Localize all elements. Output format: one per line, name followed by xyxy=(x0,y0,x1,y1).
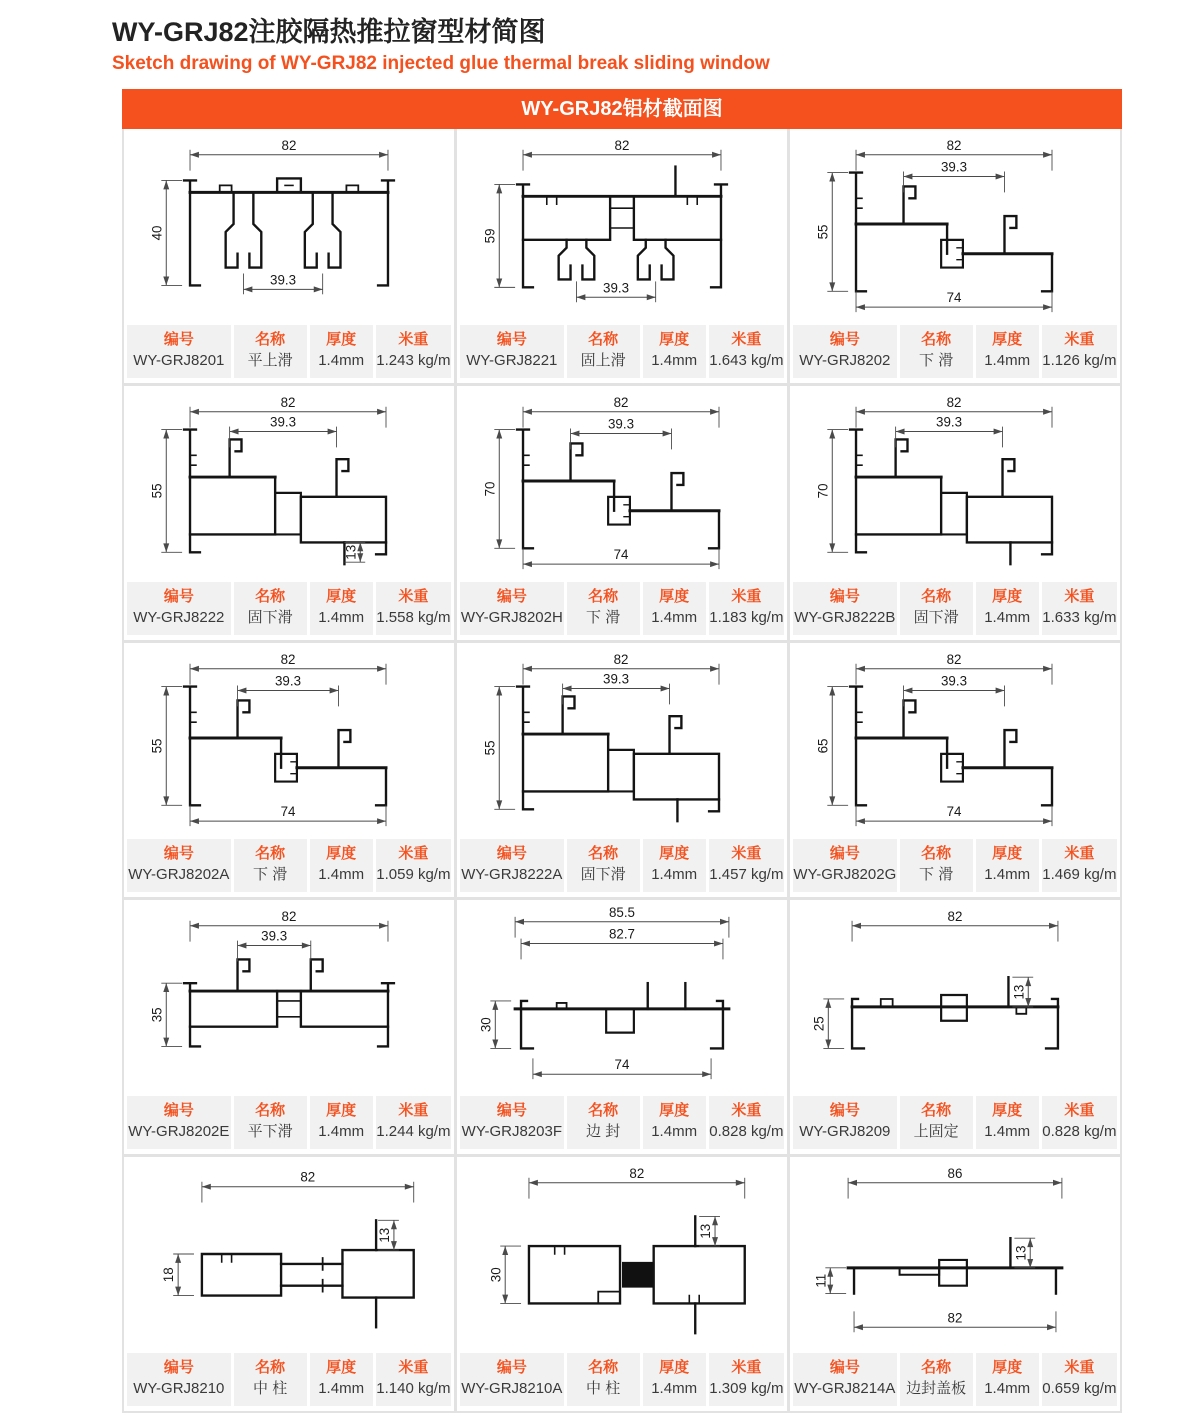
spec-value-weight: 1.183 kg/m xyxy=(709,609,784,627)
page-header xyxy=(0,0,1198,75)
spec-value-code: WY-GRJ8202A xyxy=(128,866,230,884)
spec-table xyxy=(124,1094,454,1154)
svg-text:39.3: 39.3 xyxy=(270,414,297,430)
svg-text:39.3: 39.3 xyxy=(603,671,630,687)
spec-table xyxy=(124,1351,454,1411)
svg-text:39.3: 39.3 xyxy=(941,159,968,175)
svg-text:82: 82 xyxy=(614,137,630,153)
spec-value-thickness: 1.4mm xyxy=(318,609,365,627)
spec-header-name: 名称 xyxy=(921,330,952,348)
spec-value-code: WY-GRJ8222A xyxy=(461,866,563,884)
spec-header-thickness: 厚度 xyxy=(992,330,1023,348)
spec-table xyxy=(124,580,454,640)
spec-value-code: WY-GRJ8202H xyxy=(460,609,563,627)
svg-text:13: 13 xyxy=(698,1223,714,1239)
spec-header-thickness: 厚度 xyxy=(659,330,690,348)
profile-drawing xyxy=(790,643,1120,837)
spec-value-name: 边 封 xyxy=(586,1123,621,1141)
spec-header-name: 名称 xyxy=(255,587,286,605)
spec-header-name: 名称 xyxy=(588,330,619,348)
spec-value-weight: 1.126 kg/m xyxy=(1042,352,1117,370)
spec-table xyxy=(124,837,454,897)
spec-header-name: 名称 xyxy=(921,587,952,605)
svg-text:82: 82 xyxy=(947,908,963,924)
profile-drawing xyxy=(457,1157,787,1351)
svg-text:13: 13 xyxy=(343,544,359,560)
svg-text:82: 82 xyxy=(300,1169,316,1185)
spec-value-thickness: 1.4mm xyxy=(651,609,698,627)
spec-header-code: 编号 xyxy=(163,1101,194,1119)
section-banner: WY-GRJ82铝材截面图 xyxy=(122,89,1122,129)
profile-drawing xyxy=(457,386,787,580)
svg-text:82: 82 xyxy=(629,1165,645,1181)
spec-table xyxy=(790,323,1120,383)
svg-text:59: 59 xyxy=(482,228,498,244)
spec-header-weight: 米重 xyxy=(1064,1101,1095,1119)
spec-header-weight: 米重 xyxy=(1064,1358,1095,1376)
spec-value-weight: 1.243 kg/m xyxy=(376,352,451,370)
profile-drawing xyxy=(124,129,454,323)
profile-cell xyxy=(124,386,454,640)
spec-header-code: 编号 xyxy=(829,844,860,862)
spec-value-name: 下 滑 xyxy=(919,352,954,370)
svg-text:82: 82 xyxy=(281,137,297,153)
spec-header-code: 编号 xyxy=(163,1358,194,1376)
spec-header-code: 编号 xyxy=(496,1358,527,1376)
spec-value-thickness: 1.4mm xyxy=(984,1123,1031,1141)
profile-drawing xyxy=(124,900,454,1094)
spec-value-name: 固下滑 xyxy=(580,866,626,884)
profile-drawing xyxy=(790,1157,1120,1351)
spec-header-thickness: 厚度 xyxy=(992,1101,1023,1119)
spec-value-thickness: 1.4mm xyxy=(318,352,365,370)
svg-text:70: 70 xyxy=(482,481,498,497)
profile-cross-section-svg xyxy=(457,386,787,580)
spec-header-thickness: 厚度 xyxy=(326,587,357,605)
svg-text:74: 74 xyxy=(613,546,629,562)
spec-value-name: 上固定 xyxy=(913,1123,959,1141)
spec-value-code: WY-GRJ8210A xyxy=(461,1380,563,1398)
profile-cell xyxy=(790,129,1120,383)
svg-text:25: 25 xyxy=(811,1016,827,1031)
spec-header-weight: 米重 xyxy=(731,1101,762,1119)
svg-text:82: 82 xyxy=(280,394,296,410)
page-title: WY-GRJ82注胶隔热推拉窗型材简图 xyxy=(112,17,546,47)
spec-table xyxy=(124,323,454,383)
spec-value-name: 中 柱 xyxy=(586,1380,621,1398)
svg-text:55: 55 xyxy=(482,740,498,756)
spec-header-thickness: 厚度 xyxy=(659,587,690,605)
svg-text:85.5: 85.5 xyxy=(608,904,636,920)
spec-header-code: 编号 xyxy=(163,587,194,605)
svg-text:39.3: 39.3 xyxy=(270,272,297,288)
spec-header-thickness: 厚度 xyxy=(992,1358,1023,1376)
spec-table xyxy=(790,1351,1120,1411)
profile-cell xyxy=(124,129,454,383)
svg-text:65: 65 xyxy=(815,738,831,754)
spec-value-name: 下 滑 xyxy=(253,866,288,884)
spec-value-name: 固下滑 xyxy=(913,609,959,627)
spec-value-name: 平上滑 xyxy=(247,352,293,370)
svg-text:39.3: 39.3 xyxy=(936,414,963,430)
spec-header-code: 编号 xyxy=(829,330,860,348)
profile-cell xyxy=(457,1157,787,1411)
spec-header-code: 编号 xyxy=(829,1101,860,1119)
spec-header-name: 名称 xyxy=(588,1358,619,1376)
profile-drawing xyxy=(124,643,454,837)
spec-value-thickness: 1.4mm xyxy=(318,1123,365,1141)
spec-header-thickness: 厚度 xyxy=(992,844,1023,862)
spec-value-code: WY-GRJ8209 xyxy=(799,1123,891,1141)
spec-value-weight: 1.244 kg/m xyxy=(376,1123,451,1141)
spec-value-thickness: 1.4mm xyxy=(651,1380,698,1398)
spec-header-thickness: 厚度 xyxy=(659,1358,690,1376)
spec-header-weight: 米重 xyxy=(731,587,762,605)
spec-table xyxy=(790,837,1120,897)
spec-header-thickness: 厚度 xyxy=(326,1101,357,1119)
svg-text:13: 13 xyxy=(376,1227,392,1243)
svg-text:82: 82 xyxy=(946,137,962,153)
profile-cross-section-svg xyxy=(790,900,1120,1094)
profile-cross-section-svg xyxy=(124,1157,454,1351)
spec-header-thickness: 厚度 xyxy=(326,1358,357,1376)
svg-text:74: 74 xyxy=(946,803,962,819)
spec-value-thickness: 1.4mm xyxy=(984,352,1031,370)
profile-cross-section-svg xyxy=(124,643,454,837)
svg-text:39.3: 39.3 xyxy=(608,416,635,432)
profile-drawing xyxy=(790,386,1120,580)
spec-table xyxy=(457,580,787,640)
spec-header-weight: 米重 xyxy=(398,1101,429,1119)
page-subtitle: Sketch drawing of WY-GRJ82 injected glue thermal break sliding window xyxy=(112,52,770,74)
svg-text:82: 82 xyxy=(280,651,296,667)
spec-value-weight: 1.469 kg/m xyxy=(1042,866,1117,884)
spec-value-thickness: 1.4mm xyxy=(651,352,698,370)
spec-table xyxy=(790,1094,1120,1154)
spec-header-name: 名称 xyxy=(255,330,286,348)
svg-text:74: 74 xyxy=(946,289,962,305)
spec-header-code: 编号 xyxy=(829,1358,860,1376)
profile-drawing xyxy=(124,1157,454,1351)
svg-text:40: 40 xyxy=(149,225,165,241)
profile-cross-section-svg xyxy=(124,386,454,580)
spec-table xyxy=(457,323,787,383)
profile-cell xyxy=(124,1157,454,1411)
spec-header-name: 名称 xyxy=(255,844,286,862)
spec-header-thickness: 厚度 xyxy=(326,844,357,862)
spec-value-code: WY-GRJ8214A xyxy=(794,1380,896,1398)
svg-text:30: 30 xyxy=(488,1267,504,1282)
spec-value-name: 边封盖板 xyxy=(906,1380,967,1398)
svg-text:82: 82 xyxy=(613,651,629,667)
spec-header-code: 编号 xyxy=(163,844,194,862)
spec-value-weight: 0.828 kg/m xyxy=(1042,1123,1117,1141)
profile-cross-section-svg xyxy=(790,129,1120,323)
svg-text:82: 82 xyxy=(946,651,962,667)
svg-text:70: 70 xyxy=(815,483,831,499)
svg-text:82: 82 xyxy=(281,908,297,924)
spec-value-thickness: 1.4mm xyxy=(318,1380,365,1398)
profile-cell xyxy=(457,900,787,1154)
profile-drawing xyxy=(457,129,787,323)
profile-cell xyxy=(790,900,1120,1154)
svg-text:74: 74 xyxy=(280,803,296,819)
profile-cell xyxy=(457,643,787,897)
spec-header-code: 编号 xyxy=(829,587,860,605)
spec-value-weight: 1.457 kg/m xyxy=(709,866,784,884)
spec-header-name: 名称 xyxy=(921,1101,952,1119)
spec-value-code: WY-GRJ8202E xyxy=(128,1123,230,1141)
profile-drawing xyxy=(457,643,787,837)
svg-text:55: 55 xyxy=(149,483,165,499)
svg-text:82: 82 xyxy=(947,1310,963,1326)
spec-header-weight: 米重 xyxy=(731,1358,762,1376)
spec-value-code: WY-GRJ8222B xyxy=(794,609,896,627)
spec-value-code: WY-GRJ8221 xyxy=(466,352,558,370)
spec-header-weight: 米重 xyxy=(1064,330,1095,348)
spec-value-code: WY-GRJ8222 xyxy=(133,609,225,627)
spec-value-code: WY-GRJ8210 xyxy=(133,1380,225,1398)
svg-text:55: 55 xyxy=(149,738,165,754)
profile-cell xyxy=(790,386,1120,640)
profile-cross-section-svg xyxy=(457,1157,787,1351)
svg-text:82: 82 xyxy=(613,394,629,410)
spec-header-thickness: 厚度 xyxy=(326,330,357,348)
spec-header-weight: 米重 xyxy=(1064,587,1095,605)
spec-value-code: WY-GRJ8202G xyxy=(793,866,897,884)
spec-value-thickness: 1.4mm xyxy=(651,866,698,884)
spec-header-weight: 米重 xyxy=(1064,844,1095,862)
spec-header-code: 编号 xyxy=(496,1101,527,1119)
svg-text:86: 86 xyxy=(947,1165,963,1181)
spec-value-weight: 1.059 kg/m xyxy=(376,866,451,884)
spec-value-thickness: 1.4mm xyxy=(651,1123,698,1141)
spec-table xyxy=(457,1351,787,1411)
svg-text:39.3: 39.3 xyxy=(603,280,630,296)
spec-header-code: 编号 xyxy=(496,587,527,605)
svg-text:13: 13 xyxy=(1011,984,1027,1000)
svg-text:18: 18 xyxy=(161,1267,177,1282)
profile-drawing xyxy=(124,386,454,580)
profile-cell xyxy=(790,643,1120,897)
svg-text:11: 11 xyxy=(813,1273,829,1288)
spec-header-thickness: 厚度 xyxy=(659,844,690,862)
profile-cross-section-svg xyxy=(124,900,454,1094)
profile-cross-section-svg xyxy=(457,900,787,1094)
svg-text:55: 55 xyxy=(815,224,831,240)
profile-cross-section-svg xyxy=(124,129,454,323)
spec-header-name: 名称 xyxy=(588,587,619,605)
profile-cross-section-svg xyxy=(790,386,1120,580)
spec-value-name: 中 柱 xyxy=(253,1380,288,1398)
svg-text:74: 74 xyxy=(614,1057,630,1073)
profile-cell xyxy=(457,129,787,383)
profile-cell xyxy=(124,900,454,1154)
profile-drawing xyxy=(790,900,1120,1094)
spec-header-name: 名称 xyxy=(588,844,619,862)
spec-header-name: 名称 xyxy=(255,1358,286,1376)
spec-value-name: 下 滑 xyxy=(919,866,954,884)
spec-value-weight: 0.828 kg/m xyxy=(709,1123,784,1141)
svg-text:13: 13 xyxy=(1013,1245,1029,1261)
spec-value-weight: 1.633 kg/m xyxy=(1042,609,1117,627)
spec-header-weight: 米重 xyxy=(398,1358,429,1376)
spec-value-weight: 1.558 kg/m xyxy=(376,609,451,627)
svg-text:82: 82 xyxy=(946,394,962,410)
spec-header-code: 编号 xyxy=(496,844,527,862)
spec-value-name: 下 滑 xyxy=(586,609,621,627)
profile-drawing xyxy=(790,129,1120,323)
spec-header-thickness: 厚度 xyxy=(992,587,1023,605)
spec-table xyxy=(790,580,1120,640)
svg-text:82.7: 82.7 xyxy=(608,926,636,942)
spec-value-code: WY-GRJ8203F xyxy=(461,1123,562,1141)
spec-value-thickness: 1.4mm xyxy=(984,1380,1031,1398)
spec-value-thickness: 1.4mm xyxy=(984,609,1031,627)
profile-grid xyxy=(122,129,1122,1413)
spec-header-name: 名称 xyxy=(921,844,952,862)
spec-value-thickness: 1.4mm xyxy=(318,866,365,884)
svg-text:39.3: 39.3 xyxy=(275,673,302,689)
spec-header-thickness: 厚度 xyxy=(659,1101,690,1119)
spec-header-weight: 米重 xyxy=(398,844,429,862)
spec-header-name: 名称 xyxy=(255,1101,286,1119)
spec-table xyxy=(457,837,787,897)
profile-cell xyxy=(790,1157,1120,1411)
profile-cross-section-svg xyxy=(457,643,787,837)
profile-drawing xyxy=(457,900,787,1094)
spec-header-name: 名称 xyxy=(921,1358,952,1376)
svg-text:35: 35 xyxy=(149,1007,165,1023)
profile-cross-section-svg xyxy=(790,1157,1120,1351)
spec-value-name: 平下滑 xyxy=(247,1123,293,1141)
spec-header-name: 名称 xyxy=(588,1101,619,1119)
spec-value-code: WY-GRJ8202 xyxy=(799,352,891,370)
spec-header-weight: 米重 xyxy=(731,330,762,348)
svg-text:39.3: 39.3 xyxy=(261,928,288,944)
spec-value-weight: 0.659 kg/m xyxy=(1042,1380,1117,1398)
spec-header-weight: 米重 xyxy=(398,330,429,348)
svg-text:30: 30 xyxy=(478,1017,494,1032)
spec-value-thickness: 1.4mm xyxy=(984,866,1031,884)
spec-header-weight: 米重 xyxy=(398,587,429,605)
spec-value-name: 固下滑 xyxy=(247,609,293,627)
profile-cell xyxy=(124,643,454,897)
spec-header-code: 编号 xyxy=(163,330,194,348)
spec-value-name: 固上滑 xyxy=(580,352,626,370)
spec-value-code: WY-GRJ8201 xyxy=(133,352,225,370)
spec-value-weight: 1.140 kg/m xyxy=(376,1380,451,1398)
spec-value-weight: 1.643 kg/m xyxy=(709,352,784,370)
profile-cell xyxy=(457,386,787,640)
profile-cross-section-svg xyxy=(457,129,787,323)
profile-cross-section-svg xyxy=(790,643,1120,837)
spec-value-weight: 1.309 kg/m xyxy=(709,1380,784,1398)
svg-text:39.3: 39.3 xyxy=(941,673,968,689)
spec-header-weight: 米重 xyxy=(731,844,762,862)
spec-header-code: 编号 xyxy=(496,330,527,348)
spec-table xyxy=(457,1094,787,1154)
